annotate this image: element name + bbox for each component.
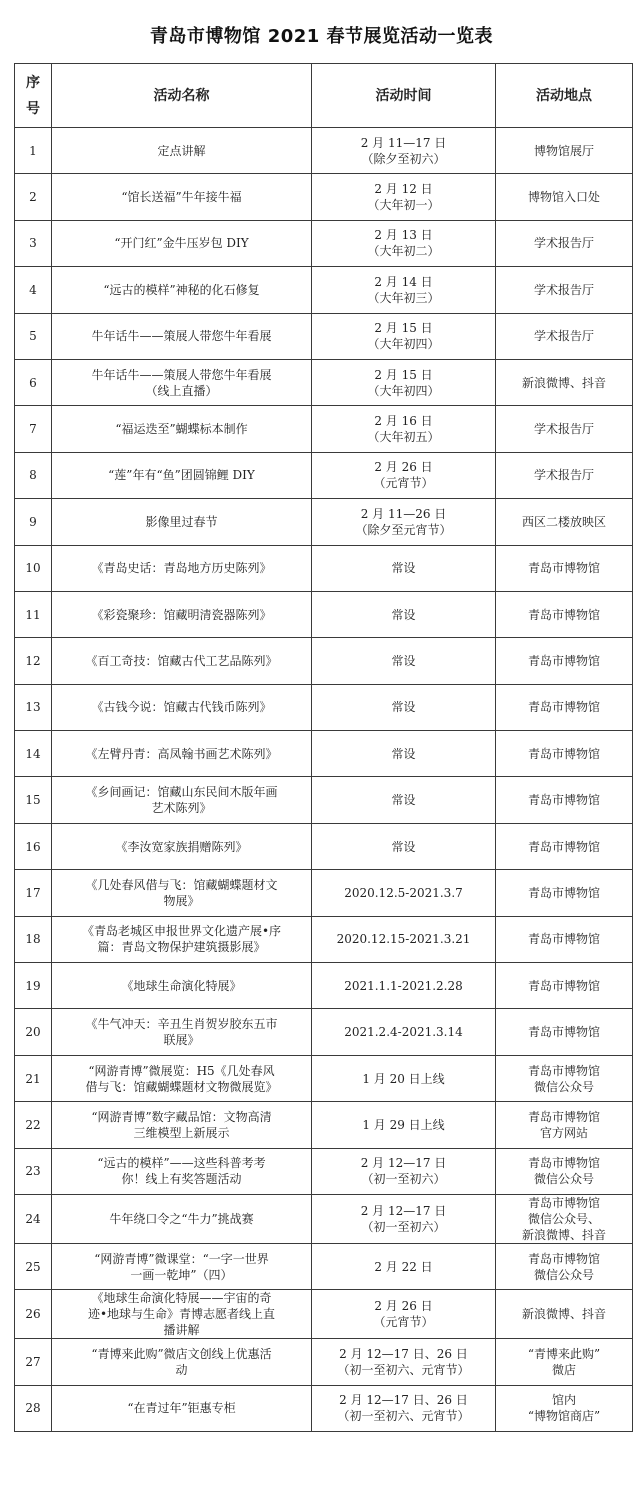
- activity-time-cell: [312, 823, 496, 869]
- activity-location-line: 青岛市博物馆: [527, 885, 600, 900]
- activity-time-line: 常设: [391, 793, 416, 808]
- table-row: [15, 1102, 633, 1148]
- header-activity-name: 活动名称: [52, 64, 312, 128]
- activity-time-cell: [312, 452, 496, 498]
- activity-location-line: 学术报告厅: [533, 329, 594, 344]
- activity-name-line: “馆长送福”牛年接牛福: [121, 190, 242, 205]
- activity-location-cell: [496, 638, 633, 684]
- row-number: 25: [15, 1243, 52, 1289]
- activity-name-line: “网游青博”微课堂：“一字一世界: [94, 1251, 269, 1266]
- activity-location-line: 青岛市博物馆: [527, 607, 600, 622]
- activity-name-line: “福运迭至”蝴蝶标本制作: [115, 422, 248, 437]
- activity-location-cell: [496, 1243, 633, 1289]
- activity-name-line: 牛年话牛——策展人带您牛年看展: [91, 367, 272, 382]
- activity-time-line: 2 月 16 日: [374, 414, 433, 429]
- activity-table: [14, 63, 633, 1432]
- table-row: [15, 267, 633, 313]
- activity-time-line: 常设: [391, 839, 416, 854]
- activity-time-line: 2 月 15 日: [374, 367, 433, 382]
- activity-time-cell: [312, 638, 496, 684]
- table-row: [15, 545, 633, 591]
- activity-location-line: 青岛市博物馆: [527, 700, 600, 715]
- header-activity-time: 活动时间: [312, 64, 496, 128]
- row-number: 10: [15, 545, 52, 591]
- activity-name-line: 牛年绕口令之“牛力”挑战赛: [109, 1211, 254, 1226]
- activity-location-line: 西区二楼放映区: [521, 514, 606, 529]
- activity-time-line: （除夕至元宵节）: [355, 522, 452, 537]
- activity-location-line: 微信公众号: [533, 1079, 594, 1094]
- row-number: 4: [15, 267, 52, 313]
- activity-location-line: 学术报告厅: [533, 422, 594, 437]
- table-row: [15, 823, 633, 869]
- activity-location-cell: [496, 406, 633, 452]
- activity-time-line: 2 月 11—17 日: [360, 135, 447, 150]
- activity-time-cell: [312, 731, 496, 777]
- activity-name-line: 物展》: [163, 893, 200, 908]
- activity-location-line: 青岛市博物馆: [527, 978, 600, 993]
- activity-name-line: “在青过年”钜惠专柜: [127, 1401, 236, 1416]
- activity-name-cell: [52, 916, 312, 962]
- activity-location-line: 青岛市博物馆: [527, 1025, 600, 1040]
- activity-location-line: 博物馆展厅: [533, 143, 594, 158]
- activity-name-cell: [52, 499, 312, 545]
- activity-location-cell: [496, 128, 633, 174]
- activity-name-line: 定点讲解: [157, 143, 206, 158]
- table-row: [15, 220, 633, 266]
- activity-time-line: 2 月 26 日: [374, 460, 433, 475]
- activity-name-line: “青博来此购”微店文创线上优惠活: [91, 1347, 272, 1362]
- activity-time-line: 常设: [391, 746, 416, 761]
- activity-location-line: 青岛市博物馆: [527, 932, 600, 947]
- activity-time-line: （元宵节）: [373, 476, 434, 491]
- activity-name-cell: [52, 1290, 312, 1339]
- activity-location-line: “博物馆商店”: [527, 1409, 601, 1424]
- activity-name-line: “远古的模样”——这些科普考考: [97, 1156, 266, 1171]
- activity-name-line: “莲”年有“鱼”团圆锦鲤 DIY: [108, 468, 255, 483]
- activity-location-line: 青岛市博物馆: [527, 561, 600, 576]
- activity-name-line: 艺术陈列》: [151, 801, 212, 816]
- activity-name-cell: [52, 870, 312, 916]
- table-row: [15, 406, 633, 452]
- table-row: [15, 1339, 633, 1385]
- activity-location-line: 学术报告厅: [533, 236, 594, 251]
- activity-name-line: 《古钱今说：馆藏古代钱币陈列》: [91, 700, 272, 715]
- row-number: 7: [15, 406, 52, 452]
- activity-location-cell: [496, 1009, 633, 1055]
- activity-time-line: （大年初三）: [367, 290, 440, 305]
- row-number: 22: [15, 1102, 52, 1148]
- activity-time-cell: [312, 1243, 496, 1289]
- activity-time-cell: [312, 128, 496, 174]
- activity-time-line: 2020.12.15-2021.3.21: [336, 932, 471, 947]
- activity-location-line: 新浪微博、抖音: [521, 375, 606, 390]
- activity-time-line: 常设: [391, 653, 416, 668]
- activity-name-line: 《青岛史话：青岛地方历史陈列》: [91, 561, 272, 576]
- activity-name-line: 三维模型上新展示: [133, 1125, 230, 1140]
- activity-name-cell: [52, 823, 312, 869]
- activity-name-line: 《李汝宽家族捐赠陈列》: [115, 839, 248, 854]
- header-number-line2: 号: [26, 100, 40, 117]
- table-row: [15, 963, 633, 1009]
- activity-time-cell: [312, 174, 496, 220]
- row-number: 19: [15, 963, 52, 1009]
- activity-time-line: 常设: [391, 700, 416, 715]
- activity-location-cell: [496, 1194, 633, 1243]
- activity-time-line: 2 月 12—17 日: [360, 1203, 447, 1218]
- row-number: 6: [15, 359, 52, 405]
- activity-time-cell: [312, 1194, 496, 1243]
- activity-location-cell: [496, 220, 633, 266]
- activity-name-line: “远古的模样”神秘的化石修复: [103, 282, 260, 297]
- activity-name-cell: [52, 1148, 312, 1194]
- activity-name-line: 迹•地球与生命》青博志愿者线上直: [87, 1307, 276, 1322]
- activity-location-cell: [496, 870, 633, 916]
- activity-time-line: 2020.12.5-2021.3.7: [344, 885, 463, 900]
- activity-location-cell: [496, 1290, 633, 1339]
- activity-name-cell: [52, 1194, 312, 1243]
- activity-location-cell: [496, 499, 633, 545]
- activity-location-line: 青岛市博物馆: [527, 1109, 600, 1124]
- activity-location-line: 青岛市博物馆: [527, 839, 600, 854]
- activity-location-line: 青岛市博物馆: [527, 793, 600, 808]
- table-row: [15, 638, 633, 684]
- activity-name-line: 一画一乾坤”（四）: [130, 1267, 233, 1282]
- activity-name-cell: [52, 1385, 312, 1431]
- activity-name-line: 影像里过春节: [145, 514, 218, 529]
- activity-name-line: “网游青博”微展览：H5《几处春风: [88, 1063, 275, 1078]
- activity-time-line: 2 月 15 日: [374, 321, 433, 336]
- row-number: 18: [15, 916, 52, 962]
- activity-name-cell: [52, 1102, 312, 1148]
- table-row: [15, 1194, 633, 1243]
- activity-time-cell: [312, 545, 496, 591]
- activity-time-cell: [312, 1148, 496, 1194]
- header-number-line1: 序: [26, 74, 40, 91]
- activity-location-line: 学术报告厅: [533, 468, 594, 483]
- activity-location-cell: [496, 1339, 633, 1385]
- table-row: [15, 731, 633, 777]
- activity-location-line: 微信公众号、: [527, 1211, 600, 1226]
- activity-name-line: 《乡间画记：馆藏山东民间木版年画: [85, 785, 278, 800]
- activity-name-cell: [52, 777, 312, 823]
- table-row: [15, 1009, 633, 1055]
- activity-name-line: 《地球生命演化特展》: [121, 978, 242, 993]
- activity-time-cell: [312, 1009, 496, 1055]
- activity-name-line: 借与飞：馆藏蝴蝶题材文物微展览》: [85, 1079, 278, 1094]
- activity-time-line: （元宵节）: [373, 1315, 434, 1330]
- activity-name-line: 《百工奇技：馆藏古代工艺品陈列》: [85, 653, 278, 668]
- activity-location-line: 青岛市博物馆: [527, 1156, 600, 1171]
- activity-location-cell: [496, 359, 633, 405]
- activity-name-line: 牛年话牛——策展人带您牛年看展: [91, 329, 272, 344]
- row-number: 14: [15, 731, 52, 777]
- activity-location-cell: [496, 963, 633, 1009]
- activity-location-line: 学术报告厅: [533, 282, 594, 297]
- activity-time-line: （大年初四）: [367, 337, 440, 352]
- activity-name-cell: [52, 1339, 312, 1385]
- activity-time-line: 2 月 12—17 日、26 日: [339, 1393, 468, 1408]
- activity-time-cell: [312, 313, 496, 359]
- activity-location-line: 博物馆入口处: [527, 190, 600, 205]
- activity-location-line: 青岛市博物馆: [527, 746, 600, 761]
- activity-name-line: 《几处春风借与飞：馆藏蝴蝶题材文: [85, 877, 278, 892]
- activity-time-line: 常设: [391, 561, 416, 576]
- activity-location-cell: [496, 731, 633, 777]
- activity-time-line: （初一至初六、元宵节）: [337, 1409, 470, 1424]
- activity-location-line: “青博来此购”: [527, 1347, 601, 1362]
- row-number: 26: [15, 1290, 52, 1339]
- row-number: 8: [15, 452, 52, 498]
- table-row: [15, 1055, 633, 1101]
- row-number: 5: [15, 313, 52, 359]
- activity-time-cell: [312, 1102, 496, 1148]
- activity-time-cell: [312, 220, 496, 266]
- row-number: 15: [15, 777, 52, 823]
- activity-location-cell: [496, 267, 633, 313]
- table-header-row: [15, 64, 633, 128]
- activity-name-line: 你！线上有奖答题活动: [121, 1172, 242, 1187]
- activity-time-cell: [312, 1290, 496, 1339]
- row-number: 12: [15, 638, 52, 684]
- row-number: 2: [15, 174, 52, 220]
- row-number: 24: [15, 1194, 52, 1243]
- table-row: [15, 452, 633, 498]
- activity-time-line: （大年初一）: [367, 198, 440, 213]
- activity-time-cell: [312, 777, 496, 823]
- row-number: 11: [15, 591, 52, 637]
- table-row: [15, 591, 633, 637]
- activity-name-cell: [52, 1243, 312, 1289]
- activity-name-line: 篇：青岛文物保护建筑摄影展》: [97, 940, 266, 955]
- row-number: 23: [15, 1148, 52, 1194]
- activity-time-line: （初一至初六、元宵节）: [337, 1363, 470, 1378]
- row-number: 9: [15, 499, 52, 545]
- activity-name-line: 《左臂丹青：高凤翰书画艺术陈列》: [85, 746, 278, 761]
- table-row: [15, 359, 633, 405]
- activity-name-line: 动: [175, 1363, 188, 1378]
- activity-name-line: 联展》: [163, 1033, 200, 1048]
- activity-name-line: 播讲解: [163, 1323, 200, 1338]
- table-body: [15, 128, 633, 1432]
- table-row: [15, 916, 633, 962]
- activity-name-line: 《牛气冲天：辛丑生肖贺岁胶东五市: [85, 1017, 278, 1032]
- activity-location-cell: [496, 1385, 633, 1431]
- page-title: 青岛市博物馆 2021 春节展览活动一览表: [149, 26, 494, 47]
- activity-location-cell: [496, 545, 633, 591]
- activity-location-line: 官方网站: [539, 1125, 588, 1140]
- table-row: [15, 870, 633, 916]
- activity-name-cell: [52, 452, 312, 498]
- table-row: [15, 777, 633, 823]
- activity-name-line: 《青岛老城区申报世界文化遗产展•序: [81, 924, 282, 939]
- activity-time-cell: [312, 406, 496, 452]
- table-row: [15, 174, 633, 220]
- activity-location-line: 微信公众号: [533, 1172, 594, 1187]
- activity-time-line: 1 月 20 日上线: [362, 1071, 445, 1086]
- table-row: [15, 684, 633, 730]
- activity-location-line: 青岛市博物馆: [527, 653, 600, 668]
- activity-location-cell: [496, 823, 633, 869]
- activity-name-cell: [52, 963, 312, 1009]
- row-number: 27: [15, 1339, 52, 1385]
- row-number: 17: [15, 870, 52, 916]
- activity-time-cell: [312, 267, 496, 313]
- table-row: [15, 1148, 633, 1194]
- activity-location-cell: [496, 1102, 633, 1148]
- activity-name-cell: [52, 220, 312, 266]
- activity-time-cell: [312, 684, 496, 730]
- activity-name-cell: [52, 591, 312, 637]
- row-number: 13: [15, 684, 52, 730]
- activity-name-cell: [52, 1009, 312, 1055]
- table-row: [15, 1290, 633, 1339]
- activity-time-line: （除夕至初六）: [361, 151, 446, 166]
- activity-location-line: 新浪微博、抖音: [521, 1307, 606, 1322]
- activity-time-cell: [312, 499, 496, 545]
- activity-name-cell: [52, 638, 312, 684]
- activity-location-line: 馆内: [551, 1393, 576, 1408]
- activity-time-line: （大年初二）: [367, 244, 440, 259]
- activity-name-cell: [52, 1055, 312, 1101]
- activity-time-line: 2 月 12—17 日: [360, 1156, 447, 1171]
- activity-time-line: 2 月 12 日: [374, 182, 433, 197]
- table-row: [15, 313, 633, 359]
- activity-location-cell: [496, 174, 633, 220]
- activity-time-line: 2 月 14 日: [374, 274, 433, 289]
- activity-time-cell: [312, 1339, 496, 1385]
- activity-location-cell: [496, 684, 633, 730]
- row-number: 28: [15, 1385, 52, 1431]
- activity-name-cell: [52, 545, 312, 591]
- activity-location-cell: [496, 1055, 633, 1101]
- activity-name-line: （线上直播）: [145, 383, 218, 398]
- activity-time-cell: [312, 916, 496, 962]
- activity-time-line: 2021.1.1-2021.2.28: [344, 978, 463, 993]
- activity-time-cell: [312, 963, 496, 1009]
- activity-location-cell: [496, 916, 633, 962]
- activity-location-cell: [496, 313, 633, 359]
- activity-name-cell: [52, 267, 312, 313]
- activity-time-line: 常设: [391, 607, 416, 622]
- activity-time-line: （大年初五）: [367, 430, 440, 445]
- activity-time-cell: [312, 359, 496, 405]
- table-row: [15, 128, 633, 174]
- activity-time-cell: [312, 591, 496, 637]
- activity-name-cell: [52, 406, 312, 452]
- activity-location-line: 新浪微博、抖音: [521, 1227, 606, 1242]
- table-row: [15, 1385, 633, 1431]
- table-row: [15, 499, 633, 545]
- activity-time-line: 2 月 11—26 日: [360, 506, 447, 521]
- row-number: 16: [15, 823, 52, 869]
- activity-name-line: “网游青博”数字藏品馆：文物高清: [91, 1109, 272, 1124]
- row-number: 20: [15, 1009, 52, 1055]
- row-number: 21: [15, 1055, 52, 1101]
- activity-time-line: （初一至初六）: [361, 1219, 446, 1234]
- activity-location-line: 青岛市博物馆: [527, 1063, 600, 1078]
- activity-time-line: 2 月 22 日: [374, 1259, 433, 1274]
- activity-name-cell: [52, 128, 312, 174]
- activity-time-line: （大年初四）: [367, 383, 440, 398]
- row-number: 1: [15, 128, 52, 174]
- activity-name-line: 《地球生命演化特展——宇宙的奇: [91, 1291, 272, 1306]
- activity-time-cell: [312, 870, 496, 916]
- activity-location-line: 微信公众号: [533, 1267, 594, 1282]
- activity-time-line: 2 月 13 日: [374, 228, 433, 243]
- activity-name-line: “开门红”金牛压岁包 DIY: [114, 236, 249, 251]
- activity-location-line: 微店: [551, 1363, 576, 1378]
- row-number: 3: [15, 220, 52, 266]
- activity-location-line: 青岛市博物馆: [527, 1195, 600, 1210]
- activity-time-line: 2021.2.4-2021.3.14: [344, 1025, 463, 1040]
- activity-location-cell: [496, 1148, 633, 1194]
- activity-time-cell: [312, 1385, 496, 1431]
- activity-name-cell: [52, 731, 312, 777]
- header-activity-location: 活动地点: [496, 64, 633, 128]
- activity-location-cell: [496, 591, 633, 637]
- header-number: [15, 64, 52, 128]
- table-row: [15, 1243, 633, 1289]
- activity-location-cell: [496, 777, 633, 823]
- activity-location-cell: [496, 452, 633, 498]
- activity-name-cell: [52, 313, 312, 359]
- activity-time-line: 1 月 29 日上线: [362, 1117, 445, 1132]
- activity-time-line: （初一至初六）: [361, 1172, 446, 1187]
- activity-name-line: 《彩瓷聚珍：馆藏明清瓷器陈列》: [91, 607, 272, 622]
- activity-time-cell: [312, 1055, 496, 1101]
- activity-location-line: 青岛市博物馆: [527, 1251, 600, 1266]
- activity-time-line: 2 月 12—17 日、26 日: [339, 1347, 468, 1362]
- activity-name-cell: [52, 174, 312, 220]
- activity-time-line: 2 月 26 日: [374, 1299, 433, 1314]
- activity-name-cell: [52, 684, 312, 730]
- activity-name-cell: [52, 359, 312, 405]
